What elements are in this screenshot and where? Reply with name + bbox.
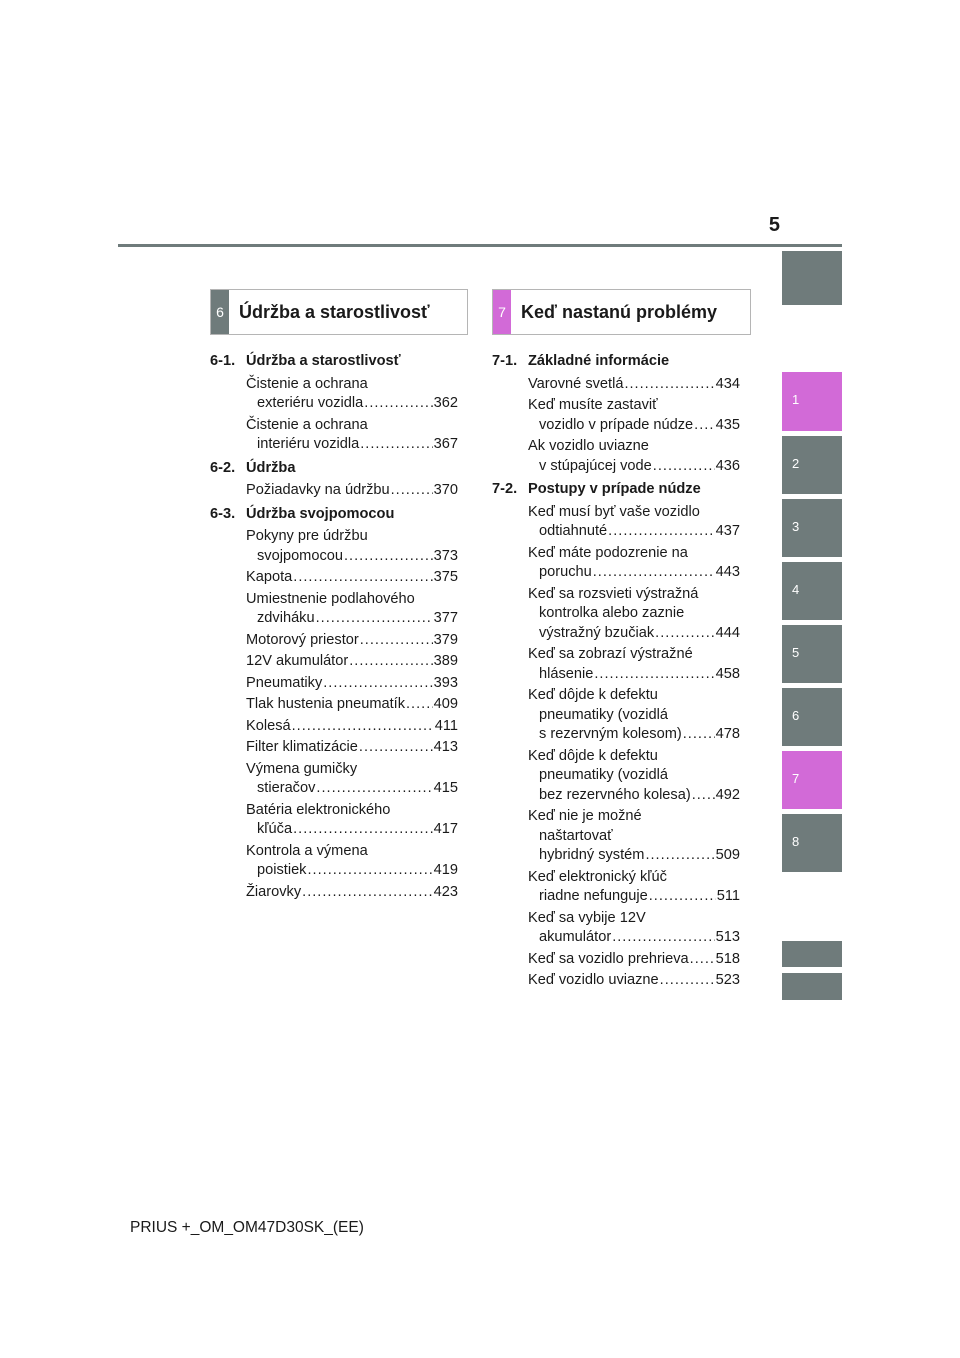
chapter-number: 6-3. [210,505,236,522]
toc-entry-line: Batéria elektronického [246,801,391,818]
dot-leader [323,674,432,694]
section-6-title: Údržba a starostlivosť [239,301,430,322]
toc-page-number: 379 [433,631,458,648]
toc-entry-line: Keď nie je možné [528,808,642,824]
toc-entry-leader-line [528,971,740,991]
toc-page-number: 413 [433,739,458,755]
dot-leader [593,563,715,583]
dot-leader [612,928,714,948]
toc-entry-title: Požiadavky na údržbu [246,482,390,498]
toc-page-number: 423 [433,883,458,900]
header-rule [118,244,842,247]
toc-entry[interactable] [492,544,740,583]
toc-chapter-group [210,352,458,455]
toc-page-number: 443 [715,564,740,580]
toc-entry-leader-line [246,394,458,414]
toc-entry-line: Keď sa zobrazí výstražné [528,646,693,662]
chapter-title: Údržba a starostlivosť [246,353,401,369]
toc-entry-title: svojpomocou [257,547,343,564]
toc-page-number: 436 [715,457,740,474]
toc-chapter-group [492,352,740,476]
toc-entry-title: bez rezervného kolesa) [539,786,691,803]
toc-entry-line: Umiestnenie podlahového [246,590,415,607]
toc-entry-title: odtiahnuté [539,523,608,539]
toc-entry[interactable] [210,801,458,840]
page-number: 5 [768,214,780,236]
toc-entry-leader-line [528,522,740,542]
dot-leader [694,416,714,436]
dot-leader [391,481,433,501]
toc-page-number: 393 [433,674,458,691]
dot-leader [660,971,715,991]
toc-entry-title: stieračov [257,780,316,796]
toc-page-number: 409 [433,696,458,712]
toc-entry-leader-line [246,695,458,715]
toc-page-number: 411 [434,717,458,734]
toc-entry[interactable] [210,527,458,566]
section-7-contents [492,352,740,995]
toc-entry-title: poruchu [539,564,592,580]
dot-leader [359,738,433,758]
toc-entry[interactable] [210,674,458,694]
toc-entry-title: akumulátor [539,929,612,945]
toc-entry-title: Keď sa vozidlo prehrieva [528,950,689,967]
toc-entry-line: pneumatiky (vozidlá [539,706,668,723]
toc-entry-leader-line [528,786,740,806]
toc-page-number: 513 [715,929,740,945]
toc-entry-leader-line [528,846,740,866]
toc-entry[interactable] [210,631,458,651]
toc-entry[interactable] [210,481,458,501]
toc-page-number: 417 [433,821,458,837]
toc-entry[interactable] [210,416,458,455]
toc-entry-leader-line [528,950,740,970]
toc-entry-line: pneumatiky (vozidlá [539,767,668,783]
dot-leader [653,457,715,477]
toc-entry-line: Keď sa rozsvieti výstražná [528,585,699,602]
chapter-title: Údržba svojpomocou [246,505,395,522]
toc-chapter-heading[interactable] [492,352,740,372]
toc-entry-leader-line [246,481,458,501]
toc-chapter-heading[interactable] [210,459,458,479]
toc-entry-title: Žiarovky [246,883,302,900]
toc-chapter-group [210,505,458,903]
dot-leader [302,883,433,903]
chapter-title: Údržba [246,459,296,476]
dot-leader [360,435,432,455]
chapter-title: Základné informácie [528,353,670,369]
dot-leader [649,887,716,907]
toc-entry-title: Motorový priestor [246,631,359,648]
dot-leader [624,375,714,395]
toc-page-number: 375 [433,569,458,585]
tab-6[interactable]: 6 [782,688,842,746]
toc-entry-title: v stúpajúcej vode [539,457,652,474]
dot-leader [360,631,433,651]
toc-page-number: 435 [715,416,740,433]
toc-entry-line: Keď máte podozrenie na [528,544,688,561]
tab-blank-index-1[interactable] [782,941,842,967]
toc-entry[interactable] [492,375,740,395]
toc-entry-title: kľúča [257,821,293,837]
dot-leader [692,786,715,806]
tab-blank-index-2[interactable] [782,973,842,1000]
dot-leader [594,665,714,685]
toc-entry-leader-line [246,631,458,651]
toc-entry-leader-line [246,435,458,455]
toc-entry-line: Keď musíte zastaviť [528,397,658,413]
toc-entry-line: Čistenie a ochrana [246,416,368,433]
toc-entry-line: Kontrola a výmena [246,842,368,859]
tab-5[interactable]: 5 [782,625,842,683]
toc-entry-title: 12V akumulátor [246,653,349,669]
document-code: PRIUS +_OM_OM47D30SK_(EE) [130,1219,364,1236]
toc-entry[interactable] [492,868,740,907]
section-6-header [210,289,468,335]
toc-entry-title: hybridný systém [539,847,645,863]
toc-entry-leader-line [246,820,458,840]
toc-entry[interactable] [492,686,740,745]
section-6-number: 6 [211,290,229,334]
toc-page-number: 458 [715,665,740,682]
dot-leader [683,725,715,745]
dot-leader [690,950,715,970]
toc-entry-line: Keď musí byť vaše vozidlo [528,503,700,520]
toc-entry[interactable] [210,695,458,715]
toc-entry-leader-line [528,928,740,948]
toc-chapter-heading[interactable] [492,480,740,500]
toc-entry-line: Keď dôjde k defektu [528,747,658,764]
dot-leader [608,522,714,542]
toc-page-number: 415 [433,780,458,796]
dot-leader [655,624,714,644]
toc-entry[interactable] [492,971,740,991]
toc-entry-leader-line [246,738,458,758]
tab-1[interactable]: 1 [782,372,842,431]
section-7-header [492,289,751,335]
toc-entry[interactable] [210,652,458,672]
toc-entry[interactable] [492,585,740,644]
toc-page-number: 478 [715,726,740,742]
dot-leader [293,820,433,840]
toc-entry-title: Keď vozidlo uviazne [528,972,659,988]
toc-entry[interactable] [210,760,458,799]
toc-entry[interactable] [210,842,458,881]
toc-entry[interactable] [492,437,740,476]
toc-page-number: 389 [433,653,458,669]
toc-entry-title: s rezervným kolesom) [539,726,682,742]
toc-entry-line: Keď dôjde k defektu [528,687,658,703]
toc-page-number: 370 [433,482,458,498]
toc-entry-leader-line [528,624,740,644]
toc-entry-line: Pokyny pre údržbu [246,528,368,544]
toc-entry-title: poistiek [257,862,307,878]
toc-entry-leader-line [246,861,458,881]
tab-4[interactable]: 4 [782,562,842,620]
toc-entry-title: hlásenie [539,665,594,682]
dot-leader [292,717,434,737]
toc-entry-title: interiéru vozidla [257,436,360,452]
toc-entry-line: kontrolka alebo zaznie [539,605,685,621]
toc-entry[interactable] [492,645,740,684]
dot-leader [316,779,432,799]
toc-entry-title: riadne nefunguje [539,888,648,904]
toc-page-number: 377 [433,610,458,626]
toc-page-number: 518 [715,950,740,967]
chapter-number: 6-1. [210,353,236,369]
toc-page-number: 437 [715,523,740,539]
toc-entry-title: Kolesá [246,717,291,734]
section-7-number: 7 [493,290,511,334]
toc-entry-leader-line [246,547,458,567]
toc-entry-leader-line [246,674,458,694]
dot-leader [406,695,433,715]
tab-7[interactable]: 7 [782,751,842,809]
dot-leader [645,846,714,866]
toc-entry[interactable] [492,396,740,435]
toc-entry-leader-line [246,779,458,799]
toc-entry-title: Pneumatiky [246,674,323,691]
toc-entry-line: naštartovať [539,827,613,844]
toc-entry-line: Keď sa vybije 12V [528,909,646,926]
toc-entry-leader-line [528,725,740,745]
toc-entry-title: Filter klimatizácie [246,739,358,755]
toc-page-number: 492 [715,786,740,803]
toc-entry[interactable] [492,747,740,806]
toc-entry-leader-line [246,883,458,903]
toc-entry-title: exteriéru vozidla [257,395,364,411]
toc-entry-line: Výmena gumičky [246,760,358,777]
toc-entry-title: výstražný bzučiak [539,624,655,641]
chapter-number: 6-2. [210,459,236,476]
toc-entry-leader-line [246,568,458,588]
toc-entry-title: Varovné svetlá [528,375,624,392]
toc-entry-leader-line [528,416,740,436]
toc-entry-title: zdviháku [257,610,315,626]
toc-chapter-heading[interactable] [210,505,458,525]
section-7-title: Keď nastanú problémy [521,301,717,322]
dot-leader [316,609,433,629]
dot-leader [349,652,432,672]
toc-entry[interactable] [210,568,458,588]
toc-entry-title: vozidlo v prípade núdze [539,416,694,433]
toc-entry-leader-line [246,609,458,629]
toc-entry-title: Kapota [246,569,293,585]
toc-page-number: 523 [715,972,740,988]
tab-3[interactable]: 3 [782,499,842,557]
toc-entry-title: Tlak hustenia pneumatík [246,696,405,712]
toc-entry[interactable] [492,909,740,948]
toc-chapter-heading[interactable] [210,352,458,372]
toc-entry[interactable] [210,590,458,629]
toc-entry[interactable] [210,738,458,758]
toc-page-number: 509 [715,847,740,863]
toc-page-number: 373 [433,547,458,564]
toc-entry-leader-line [528,375,740,395]
dot-leader [364,394,432,414]
toc-entry-leader-line [528,665,740,685]
toc-entry[interactable] [210,883,458,903]
toc-entry-line: Ak vozidlo uviazne [528,438,649,454]
toc-entry-leader-line [528,457,740,477]
toc-entry[interactable] [210,375,458,414]
toc-entry-line: Čistenie a ochrana [246,375,368,392]
dot-leader [344,547,433,567]
dot-leader [293,568,432,588]
chapter-number: 7-2. [492,481,518,497]
toc-chapter-group [210,459,458,501]
chapter-number: 7-1. [492,353,518,369]
toc-page-number: 362 [433,395,458,411]
toc-page-number: 511 [716,888,740,904]
toc-entry[interactable] [492,807,740,866]
toc-entry[interactable] [492,950,740,970]
toc-page-number: 419 [433,862,458,878]
tab-2[interactable]: 2 [782,436,842,494]
toc-page-number: 367 [433,436,458,452]
toc-entry[interactable] [210,717,458,737]
section-6-contents [210,352,458,906]
toc-entry[interactable] [492,503,740,542]
toc-page-number: 434 [715,375,740,392]
tab-blank-top[interactable] [782,251,842,305]
toc-entry-leader-line [528,563,740,583]
toc-entry-leader-line [528,887,740,907]
toc-entry-leader-line [246,717,458,737]
toc-page-number: 444 [715,624,740,641]
toc-chapter-group [492,480,740,991]
chapter-title: Postupy v prípade núdze [528,481,701,497]
tab-8[interactable]: 8 [782,814,842,872]
toc-entry-leader-line [246,652,458,672]
toc-entry-line: Keď elektronický kľúč [528,868,667,885]
dot-leader [307,861,432,881]
